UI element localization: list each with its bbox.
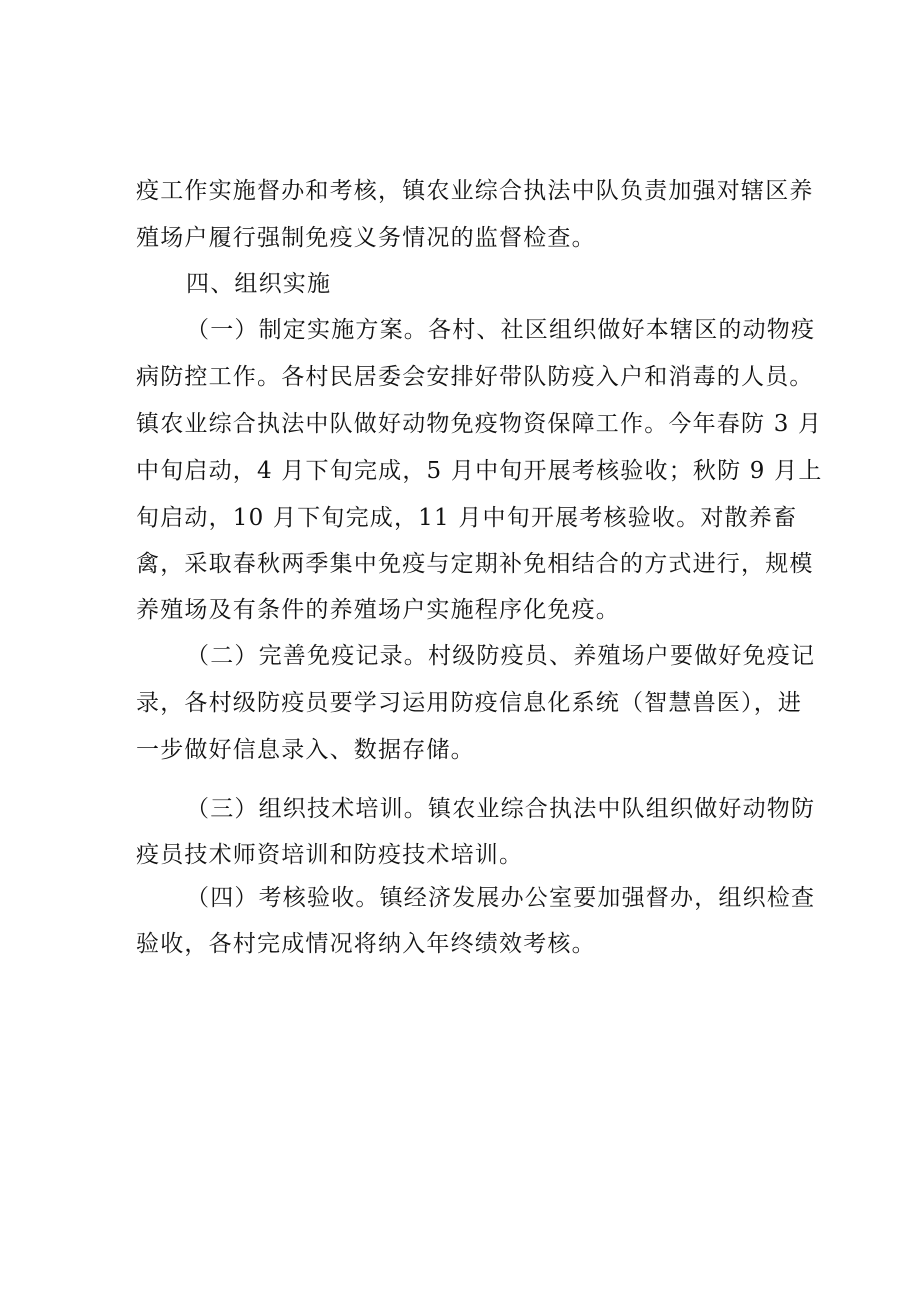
body-text-line: 中旬启动，4 月下旬完成，5 月中旬开展考核验收；秋防 9 月上: [136, 458, 823, 484]
body-text-line: 疫工作实施督办和考核，镇农业综合执法中队负责加强对辖区养: [136, 178, 814, 204]
subsection-first-line: （三）组织技术培训。镇农业综合执法中队组织做好动物防: [186, 796, 816, 822]
body-text-line: 一步做好信息录入、数据存储。: [136, 737, 475, 763]
body-text-line: 殖场户履行强制免疫义务情况的监督检查。: [136, 225, 596, 251]
subsection-first-line: （一）制定实施方案。各村、社区组织做好本辖区的动物疫: [186, 317, 816, 343]
body-text-line: 镇农业综合执法中队做好动物免疫物资保障工作。今年春防 3 月: [136, 411, 823, 437]
body-text-line: 疫员技术师资培训和防疫技术培训。: [136, 842, 524, 868]
subsection-first-line: （二）完善免疫记录。村级防疫员、养殖场户要做好免疫记: [186, 643, 816, 669]
body-text-line: 验收，各村完成情况将纳入年终绩效考核。: [136, 931, 596, 957]
body-text-line: 养殖场及有条件的养殖场户实施程序化免疫。: [136, 597, 620, 623]
body-text-line: 录，各村级防疫员要学习运用防疫信息化系统（智慧兽医），进: [136, 690, 803, 716]
body-text-line: 禽，采取春秋两季集中免疫与定期补免相结合的方式进行，规模: [136, 551, 814, 577]
subsection-first-line: （四）考核验收。镇经济发展办公室要加强督办，组织检查: [186, 885, 816, 911]
body-text-line: 旬启动，10 月下旬完成，11 月中旬开展考核验收。对散养畜: [136, 505, 798, 531]
section-heading: 四、组织实施: [186, 271, 332, 297]
body-text-line: 病防控工作。各村民居委会安排好带队防疫入户和消毒的人员。: [136, 364, 814, 390]
